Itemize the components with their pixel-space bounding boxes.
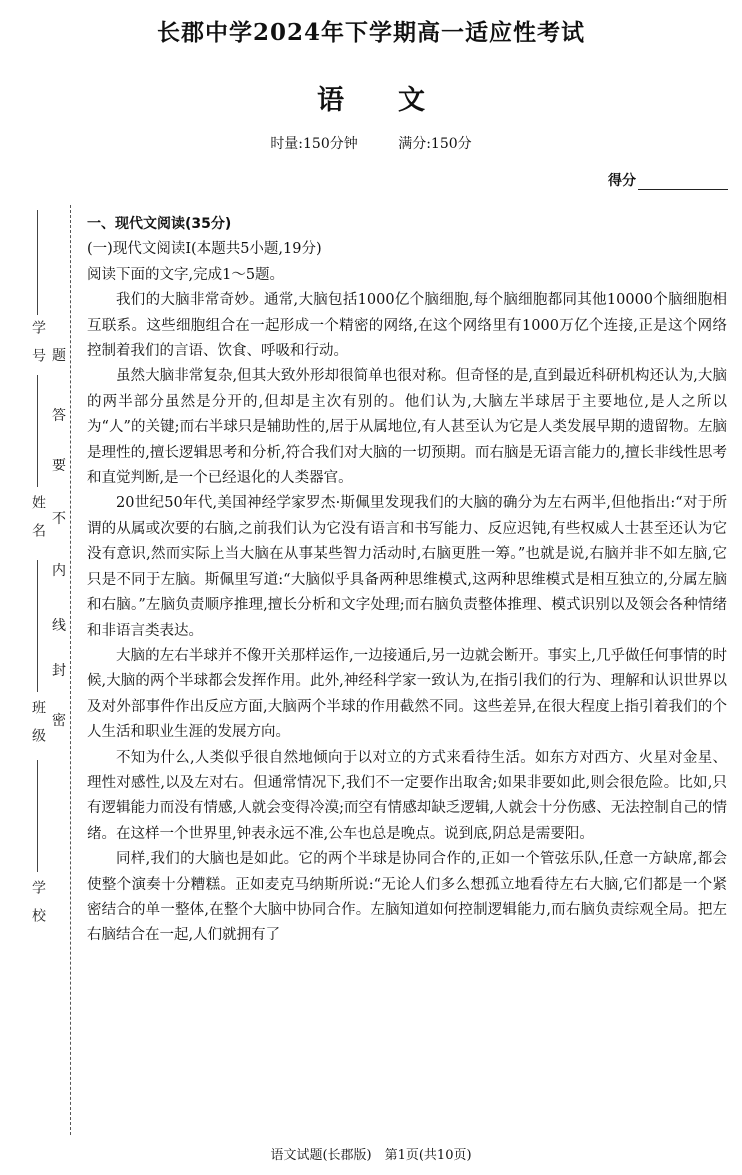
score-field [608, 170, 728, 190]
warning-char: 答 [52, 408, 66, 424]
student-no-label: 学 号 [30, 320, 46, 362]
class-label: 班 级 [30, 700, 46, 742]
warning-char: 不 [52, 511, 66, 527]
warning-char: 密 [52, 713, 66, 729]
warning-char: 题 [52, 348, 66, 364]
subsection-heading: (一)现代文阅读Ⅰ(本题共5小题,19分) [87, 241, 322, 258]
warning-char: 要 [52, 458, 66, 474]
exam-subject: 语 文 [317, 85, 425, 116]
exam-time: 时量:150分钟 [270, 136, 358, 152]
exam-info [0, 133, 742, 153]
score-blank[interactable] [638, 175, 728, 190]
passage-paragraph: 虽然大脑非常复杂,但其大致外形却很简单也很对称。但奇怪的是,直到最近科研机构还认为,大脑的两半部分虽然是分开的,但却是主次有别的。他们认为,大脑左半球居于主要地位,是人之所以为“人”的关键;而右半球只是辅助性的,居于从属地位,有人甚至认为它是人类发展早期的遗留物。左脑是理性的,擅长逻辑思考和分析,符合我们对大脑的一切预期。而右脑是无语言能力的,擅长非线性思考和直觉判断,是一个已经退化的人类器官。 [87, 368, 727, 487]
warning-char: 内 [52, 563, 66, 579]
name-fill-line [37, 375, 38, 487]
exam-full-score: 满分:150分 [398, 136, 472, 152]
passage-paragraph: 不知为什么,人类似乎很自然地倾向于以对立的方式来看待生活。如东方对西方、火星对金星、理性对感性,以及左对右。但通常情况下,我们不一定要作出取舍;如果非要如此,则会很危险。比如,只有逻辑能力而没有情感,人就会变得冷漠;而空有情感却缺乏逻辑,人就会十分伤感、无法控制自己的情绪。在这样一个世界里,钟表永远不准,公车也总是晚点。说到底,阴总是需要阳。 [87, 749, 727, 842]
seal-line [70, 205, 71, 1135]
school-label: 学 校 [30, 880, 46, 922]
score-label: 得分 [608, 173, 636, 189]
name-label: 姓 名 [30, 495, 46, 537]
school-fill-line [37, 760, 38, 872]
warning-char: 线 [52, 618, 66, 634]
class-fill-line [37, 560, 38, 692]
section-heading: 一、现代文阅读(35分) [87, 216, 232, 232]
reading-instruction: 阅读下面的文字,完成1～5题。 [87, 266, 285, 283]
exam-title: 长郡中学2024年下学期高一适应性考试 [156, 19, 585, 46]
passage-paragraph: 大脑的左右半球并不像开关那样运作,一边接通后,另一边就会断开。事实上,几乎做任何事情的时候,大脑的两个半球都会发挥作用。此外,神经科学家一致认为,在指引我们的行为、理解和认识世界以及对外部事件作出反应方面,大脑两个半球的作用截然不同。这些差异,在很大程度上指引着我们的个人生活和职业生涯的发展方向。 [87, 647, 727, 741]
warning-char: 封 [52, 663, 66, 679]
passage-paragraph: 20世纪50年代,美国神经学家罗杰·斯佩里发现我们的大脑的确分为左右两半,但他指出:“对于所谓的从属或次要的右脑,之前我们认为它没有语言和书写能力、反应迟钝,有些权威人士甚至还认为它没有意识,然而实际上当大脑在从事某些智力活动时,右脑更胜一筹。”也就是说,右脑并非不如左脑,它只是不同于左脑。斯佩里写道:“大脑似乎具备两种思维模式,这两种思维模式是相互独立的,分属左脑和右脑。”左脑负责顺序推理,擅长分析和文字处理;而右脑负责整体推理、模式识别以及领会各种情绪和非语言类表达。 [87, 495, 727, 639]
exam-content [87, 212, 727, 949]
student-no-fill-line [37, 210, 38, 315]
page-footer: 语文试题(长郡版) 第1页(共10页) [270, 1148, 472, 1163]
passage-paragraph: 同样,我们的大脑也是如此。它的两个半球是协同合作的,正如一个管弦乐队,任意一方缺席,都会使整个演奏十分糟糕。正如麦克马纳斯所说:“无论人们多么想孤立地看待左右大脑,它们都是一个紧密结合的单一整体,在整个大脑中协同合作。左脑知道如何控制逻辑能力,而右脑负责综观全局。把左右脑结合在一起,人们就拥有了 [87, 851, 727, 944]
passage-paragraph: 我们的大脑非常奇妙。通常,大脑包括1000亿个脑细胞,每个脑细胞都同其他10000个脑细胞相互联系。这些细胞组合在一起形成一个精密的网络,在这个网络里有1000万亿个连接,正是这个网络控制着我们的言语、饮食、呼吸和行动。 [87, 292, 727, 360]
